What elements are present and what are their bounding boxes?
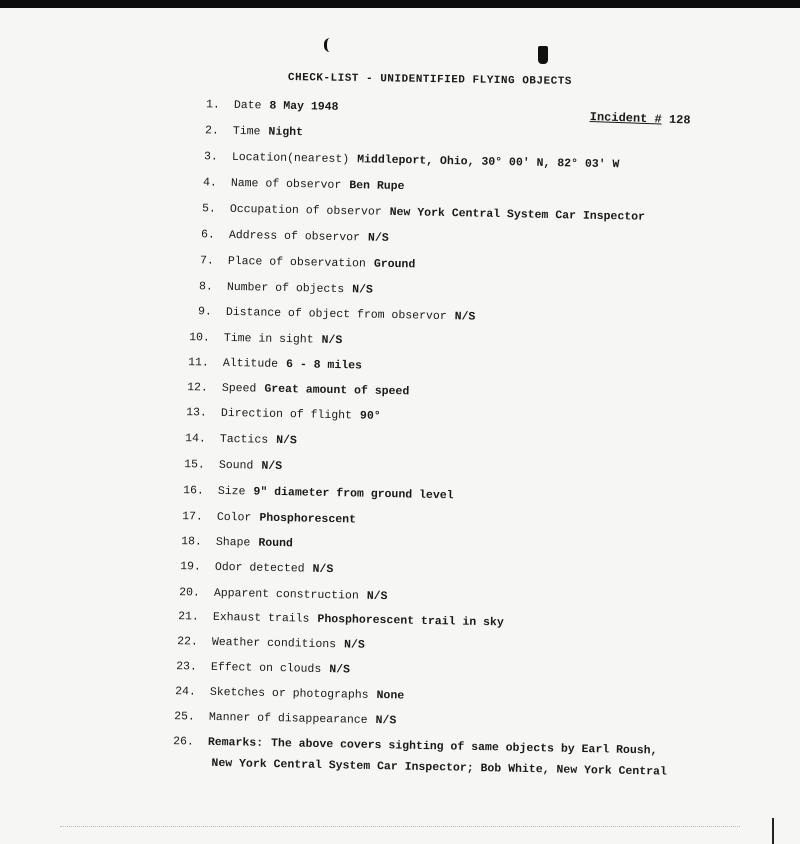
scan-top-edge (0, 0, 800, 8)
remarks-line-2: New York Central System Car Inspector; Bob White, New York Central (211, 756, 667, 779)
checklist-item: 14. Tactics N/S (185, 432, 298, 448)
checklist-item: 17. Color Phosphorescent (182, 510, 357, 527)
checklist-item: 23. Effect on clouds N/S (176, 660, 351, 677)
document-title: CHECK-LIST - UNIDENTIFIED FLYING OBJECTS (287, 72, 573, 88)
checklist-item: 22. Weather conditions N/S (177, 635, 365, 652)
remarks: 26. Remarks: The above covers sighting of same objects by Earl Roush, New York Central System Car Inspector; Bob White, New York Central (173, 735, 667, 779)
checklist-item: 8. Number of objects N/S (198, 280, 374, 297)
checklist-item: 19. Odor detected N/S (180, 560, 334, 577)
checklist-item: 15. Sound N/S (184, 458, 283, 474)
checklist-item: 7. Place of observation Ground (199, 254, 416, 272)
checklist-item: 16. Size 9" diameter from ground level (183, 484, 454, 503)
checklist-item: 2. Time Night (204, 124, 304, 140)
checklist-item: 6. Address of observor N/S (200, 228, 389, 245)
checklist-item: 3. Location(nearest) Middleport, Ohio, 30° 00' N, 82° 03' W (203, 150, 620, 172)
checklist-item: 11. Altitude 6 - 8 miles (188, 356, 363, 373)
punch-mark-left (324, 38, 333, 52)
checklist-item: 18. Shape Round (181, 535, 294, 551)
checklist-item: 24. Sketches or photographs None (175, 685, 405, 703)
checklist-item: 1. Date 8 May 1948 (205, 98, 339, 114)
remarks-line-1: The above covers sighting of same objects by Earl Roush, (270, 737, 658, 758)
incident-number (590, 110, 691, 128)
checklist-item: 12. Speed Great amount of speed (187, 381, 410, 399)
checklist-item: 21. Exhaust trails Phosphorescent trail in sky (178, 610, 504, 630)
checklist-item: 5. Occupation of observor New York Central System Car Inspector (201, 202, 646, 224)
scan-bottom-edge (60, 826, 740, 827)
checklist-item: 4. Name of observor Ben Rupe (202, 176, 405, 194)
incident-label: Incident # (589, 110, 662, 127)
checklist-item: 25. Manner of disappearance N/S (174, 710, 397, 728)
remarks-label: Remarks: (207, 735, 264, 750)
checklist-item: 20. Apparent construction N/S (179, 586, 388, 604)
scan-right-edge (772, 818, 774, 844)
punch-mark-right (538, 46, 548, 64)
incident-value: 128 (668, 112, 691, 128)
checklist-item: 13. Direction of flight 90° (186, 406, 381, 423)
checklist-item: 10. Time in sight N/S (189, 331, 343, 348)
checklist-item: 9. Distance of object from observor N/S (197, 305, 476, 324)
